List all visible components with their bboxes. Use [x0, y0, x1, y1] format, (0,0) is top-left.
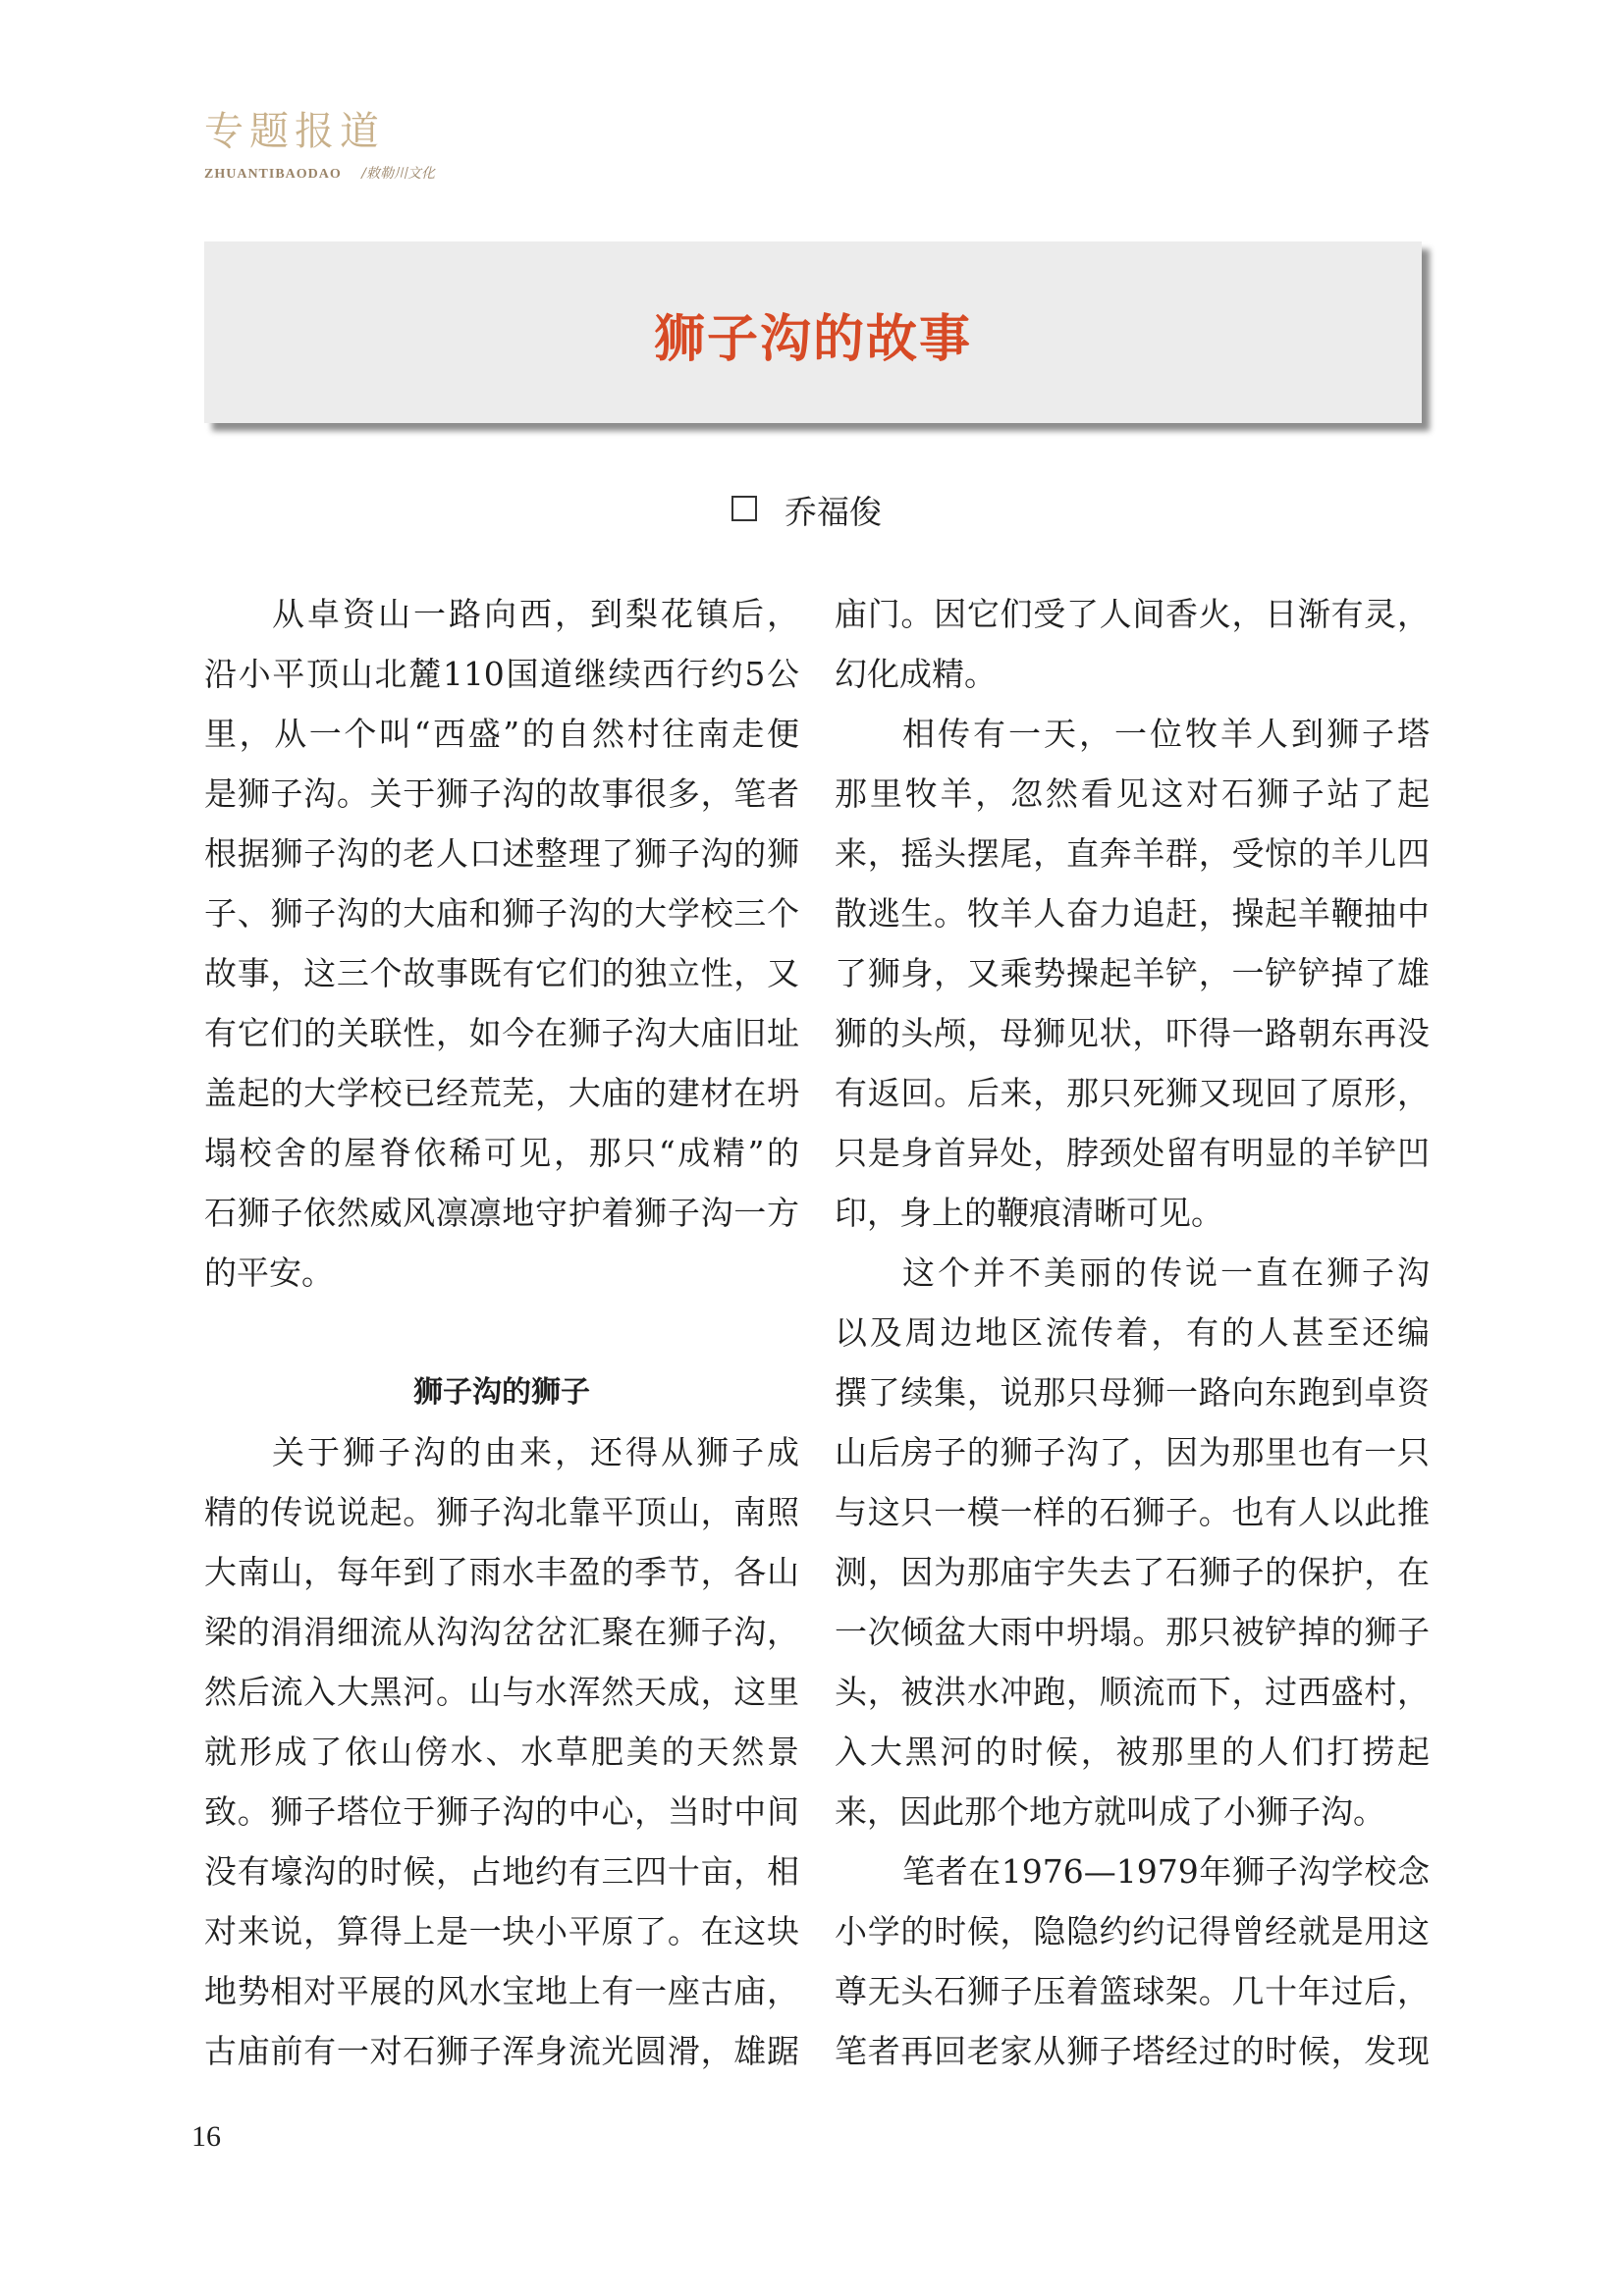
text-line: 里，从一个叫“西盛”的自然村往南走便: [204, 715, 799, 753]
text-line: 盖起的大学校已经荒芜，大庙的建材在坍: [204, 1074, 799, 1112]
article-title: 狮子沟的故事: [653, 310, 972, 369]
text-line: 古庙前有一对石狮子浑身流光圆滑，雄踞: [204, 2032, 799, 2070]
left-column: [204, 584, 799, 2081]
blank-line: [204, 1303, 799, 1362]
author-name: 乔福俊: [785, 493, 882, 531]
text-line: 精的传说说起。狮子沟北靠平顶山，南照: [204, 1493, 799, 1531]
text-line: 头，被洪水冲跑，顺流而下，过西盛村，: [835, 1673, 1430, 1711]
text-line: 来，摇头摆尾，直奔羊群，受惊的羊儿四: [835, 834, 1430, 873]
title-banner: [204, 241, 1422, 423]
text-line: 笔者在1976—1979年狮子沟学校念: [902, 1852, 1430, 1891]
text-line: 撰了续集，说那只母狮一路向东跑到卓资: [835, 1373, 1430, 1412]
right-column: [835, 584, 1430, 2081]
text-line: 印，身上的鞭痕清晰可见。: [835, 1194, 1223, 1232]
text-line: 幻化成精。: [835, 655, 997, 693]
text-line: 有它们的关联性，如今在狮子沟大庙旧址: [204, 1014, 799, 1052]
text-line: 这个并不美丽的传说一直在狮子沟: [902, 1254, 1430, 1292]
text-line: 尊无头石狮子压着篮球架。几十年过后，: [835, 1972, 1430, 2010]
page-number: 16: [191, 2120, 221, 2153]
text-line: 入大黑河的时候，被那里的人们打捞起: [835, 1733, 1430, 1771]
text-line: 相传有一天，一位牧羊人到狮子塔: [902, 715, 1430, 753]
text-line: 梁的涓涓细流从沟沟岔岔汇聚在狮子沟，: [204, 1613, 799, 1651]
text-line: 对来说，算得上是一块小平原了。在这块: [204, 1912, 799, 1950]
text-line: 就形成了依山傍水、水草肥美的天然景: [204, 1733, 799, 1771]
text-line: 与这只一模一样的石狮子。也有人以此推: [835, 1493, 1430, 1531]
text-line: 来，因此那个地方就叫成了小狮子沟。: [835, 1792, 1385, 1831]
text-line: 有返回。后来，那只死狮又现回了原形，: [835, 1074, 1430, 1112]
text-line: 关于狮子沟的由来，还得从狮子成: [272, 1433, 799, 1471]
text-line: 小学的时候，隐隐约约记得曾经就是用这: [835, 1912, 1430, 1950]
text-line: 了狮身，又乘势操起羊铲，一铲铲掉了雄: [835, 954, 1430, 992]
section-subheading: 狮子沟的狮子: [413, 1375, 590, 1410]
text-line: 石狮子依然威风凛凛地守护着狮子沟一方: [204, 1194, 799, 1232]
text-line: 地势相对平展的风水宝地上有一座古庙，: [204, 1972, 799, 2010]
text-line: 没有壕沟的时候，占地约有三四十亩，相: [204, 1852, 799, 1891]
square-bullet-icon: [731, 496, 757, 521]
text-line: 山后房子的狮子沟了，因为那里也有一只: [835, 1433, 1430, 1471]
section-name: 专题报道: [204, 109, 385, 154]
text-line: 庙门。因它们受了人间香火，日渐有灵，: [835, 595, 1430, 633]
text-line: 只是身首异处，脖颈处留有明显的羊铲凹: [835, 1134, 1430, 1172]
text-line: 致。狮子塔位于狮子沟的中心，当时中间: [204, 1792, 799, 1831]
text-line: 散逃生。牧羊人奋力追赶，操起羊鞭抽中: [835, 894, 1430, 933]
text-line: 测，因为那庙宇失去了石狮子的保护，在: [835, 1553, 1430, 1591]
text-line: 沿小平顶山北麓110国道继续西行约5公: [204, 655, 799, 693]
text-line: 然后流入大黑河。山与水浑然天成，这里: [204, 1673, 799, 1711]
section-header: [204, 109, 435, 183]
text-line: 的平安。: [204, 1254, 334, 1292]
author-line: [731, 493, 882, 531]
text-line: 子、狮子沟的大庙和狮子沟的大学校三个: [204, 894, 799, 933]
text-line: 笔者再回老家从狮子塔经过的时候，发现: [835, 2032, 1430, 2070]
section-name-pinyin: ZHUANTIBAODAO: [204, 167, 342, 182]
text-line: 大南山，每年到了雨水丰盈的季节，各山: [204, 1553, 799, 1591]
section-tag: /敕勒川文化: [361, 166, 435, 182]
text-line: 那里牧羊，忽然看见这对石狮子站了起: [835, 774, 1430, 813]
text-line: 是狮子沟。关于狮子沟的故事很多，笔者: [204, 774, 799, 813]
text-line: 狮的头颅，母狮见状，吓得一路朝东再没: [835, 1014, 1430, 1052]
text-line: 一次倾盆大雨中坍塌。那只被铲掉的狮子: [835, 1613, 1430, 1651]
text-line: 故事，这三个故事既有它们的独立性，又: [204, 954, 799, 992]
text-line: 从卓资山一路向西，到梨花镇后，: [272, 595, 799, 633]
section-subtitle: [204, 163, 435, 183]
text-line: 根据狮子沟的老人口述整理了狮子沟的狮: [204, 834, 799, 873]
text-line: 以及周边地区流传着，有的人甚至还编: [835, 1313, 1430, 1352]
text-line: 塌校舍的屋脊依稀可见，那只“成精”的: [204, 1134, 799, 1172]
